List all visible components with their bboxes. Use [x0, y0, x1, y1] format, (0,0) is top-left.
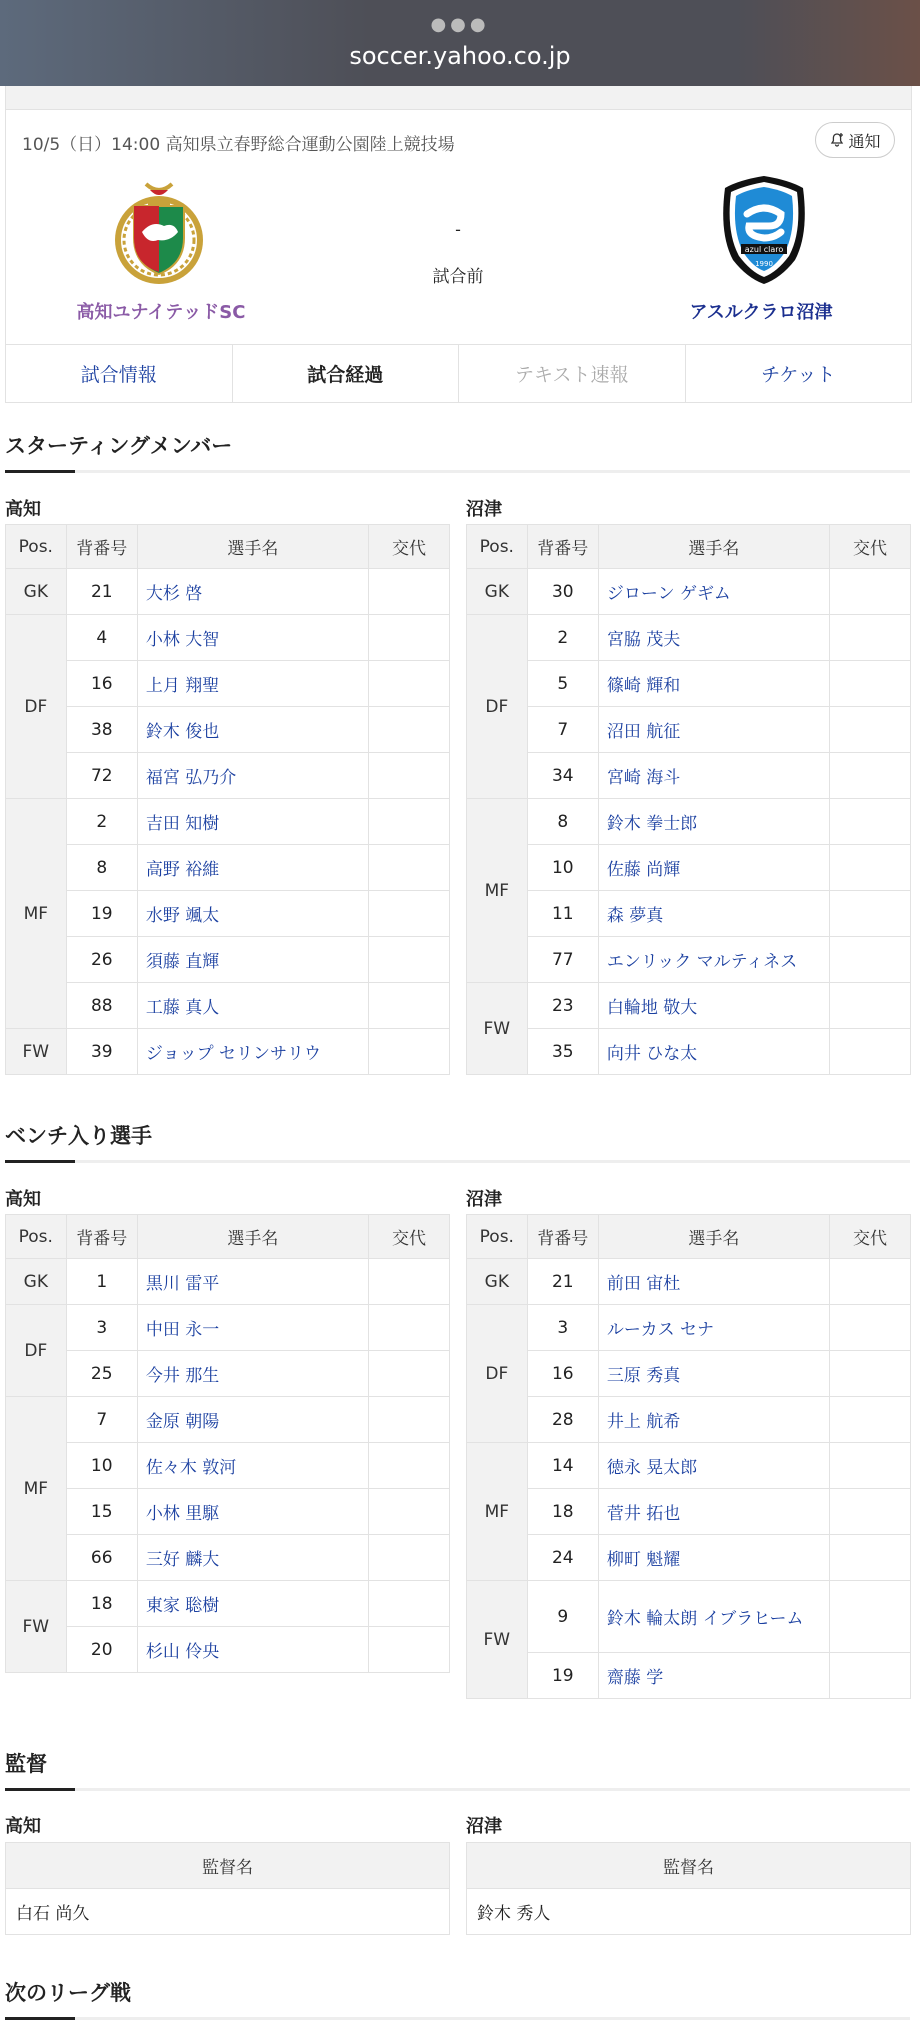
player-row: [6, 1627, 450, 1673]
player-row: [467, 1351, 911, 1397]
shirt-number-cell: 3: [527, 1305, 598, 1351]
player-name-link[interactable]: 高野 裕維: [137, 845, 368, 891]
player-name-link[interactable]: 小林 里駆: [137, 1489, 368, 1535]
position-cell: GK: [467, 1259, 528, 1305]
player-row: [6, 983, 450, 1029]
player-row: [467, 937, 911, 983]
substitution-cell: [368, 1443, 449, 1489]
shirt-number-cell: 7: [66, 1397, 137, 1443]
match-info: 10/5（日）14:00 高知県立春野総合運動公園陸上競技場: [22, 135, 455, 155]
player-name-link[interactable]: 金原 朝陽: [137, 1397, 368, 1443]
browser-menu-dots[interactable]: ●●●: [430, 14, 490, 35]
shirt-number-cell: 19: [527, 1653, 598, 1699]
substitution-cell: [829, 1653, 910, 1699]
position-cell: GK: [6, 569, 67, 615]
notify-button[interactable]: [815, 122, 895, 158]
player-row: [6, 615, 450, 661]
away-emblem-text: azul claro: [744, 245, 784, 254]
substitution-cell: [368, 891, 449, 937]
substitution-cell: [368, 707, 449, 753]
substitution-cell: [368, 753, 449, 799]
column-header-pos: Pos.: [6, 525, 67, 569]
away-team-name[interactable]: アスルクラロ沼津: [689, 302, 833, 323]
player-name-link[interactable]: 三原 秀真: [598, 1351, 829, 1397]
position-cell: MF: [6, 799, 67, 1029]
player-name-link[interactable]: 上月 翔聖: [137, 661, 368, 707]
substitution-cell: [829, 753, 910, 799]
shirt-number-cell: 24: [527, 1535, 598, 1581]
shirt-number-cell: 18: [527, 1489, 598, 1535]
player-row: [467, 661, 911, 707]
shirt-number-cell: 10: [527, 845, 598, 891]
substitution-cell: [368, 799, 449, 845]
column-header-sub: 交代: [829, 525, 910, 569]
player-row: [6, 937, 450, 983]
player-name-link[interactable]: 福宮 弘乃介: [137, 753, 368, 799]
tab-match-info[interactable]: 試合情報: [6, 345, 233, 402]
column-header-num: 背番号: [527, 1215, 598, 1259]
player-row: [467, 845, 911, 891]
substitution-cell: [368, 661, 449, 707]
tab-tickets[interactable]: チケット: [761, 364, 836, 386]
player-row: [6, 1443, 450, 1489]
shirt-number-cell: 39: [66, 1029, 137, 1075]
substitution-cell: [829, 1397, 910, 1443]
player-name-link[interactable]: 前田 宙杜: [598, 1259, 829, 1305]
player-name-link[interactable]: 沼田 航征: [598, 707, 829, 753]
bell-plus-icon: [829, 132, 845, 148]
section-divider: [5, 470, 910, 473]
bench-away-table: [466, 1214, 911, 1699]
shirt-number-cell: 9: [527, 1581, 598, 1653]
column-header-name: 選手名: [137, 525, 368, 569]
browser-url[interactable]: soccer.yahoo.co.jp: [349, 42, 571, 70]
substitution-cell: [829, 1259, 910, 1305]
home-team-name[interactable]: 高知ユナイテッドSC: [76, 302, 246, 323]
shirt-number-cell: 10: [66, 1443, 137, 1489]
player-row: [467, 707, 911, 753]
player-row: [6, 799, 450, 845]
player-name-link[interactable]: 小林 大智: [137, 615, 368, 661]
substitution-cell: [368, 1351, 449, 1397]
position-cell: FW: [6, 1029, 67, 1075]
player-row: [467, 983, 911, 1029]
player-row: [467, 615, 911, 661]
position-cell: FW: [467, 983, 528, 1075]
shirt-number-cell: 16: [66, 661, 137, 707]
player-name-link[interactable]: 鈴木 俊也: [137, 707, 368, 753]
player-name-link[interactable]: 鈴木 輪太朗 イブラヒーム: [598, 1581, 829, 1653]
manager-home-table: [5, 1842, 450, 1935]
match-status: 試合前: [432, 267, 484, 287]
shirt-number-cell: 11: [527, 891, 598, 937]
shirt-number-cell: 19: [66, 891, 137, 937]
player-row: [6, 891, 450, 937]
player-row: [6, 1489, 450, 1535]
manager-away-label: 沼津: [466, 1816, 502, 1837]
bench-home-table: [5, 1214, 450, 1673]
tab-text-live: テキスト速報: [459, 345, 686, 402]
shirt-number-cell: 7: [527, 707, 598, 753]
substitution-cell: [829, 937, 910, 983]
substitution-cell: [368, 1029, 449, 1075]
shirt-number-cell: 1: [66, 1259, 137, 1305]
position-cell: DF: [467, 615, 528, 799]
shirt-number-cell: 30: [527, 569, 598, 615]
player-name-link[interactable]: 佐々木 敦河: [137, 1443, 368, 1489]
column-header-sub: 交代: [368, 525, 449, 569]
player-row: [467, 1581, 911, 1653]
player-row: [467, 1489, 911, 1535]
player-row: [6, 707, 450, 753]
substitution-cell: [829, 615, 910, 661]
shirt-number-cell: 88: [66, 983, 137, 1029]
position-cell: FW: [467, 1581, 528, 1699]
manager-home-label: 高知: [5, 1816, 41, 1837]
shirt-number-cell: 8: [527, 799, 598, 845]
match-tabs: [6, 344, 911, 402]
substitution-cell: [368, 1581, 449, 1627]
player-name-link[interactable]: 宮脇 茂夫: [598, 615, 829, 661]
manager-header: 監督名: [6, 1843, 450, 1889]
player-row: [467, 799, 911, 845]
player-row: [467, 1535, 911, 1581]
shirt-number-cell: 2: [527, 615, 598, 661]
away-emblem-year: 1990: [755, 260, 773, 268]
player-row: [6, 1581, 450, 1627]
substitution-cell: [829, 1029, 910, 1075]
shirt-number-cell: 5: [527, 661, 598, 707]
player-name-link[interactable]: 宮崎 海斗: [598, 753, 829, 799]
browser-toolbar: [0, 0, 920, 86]
shirt-number-cell: 66: [66, 1535, 137, 1581]
player-row: [467, 1397, 911, 1443]
player-name-link[interactable]: 吉田 知樹: [137, 799, 368, 845]
substitution-cell: [368, 1535, 449, 1581]
column-header-name: 選手名: [137, 1215, 368, 1259]
column-header-num: 背番号: [527, 525, 598, 569]
substitution-cell: [829, 1535, 910, 1581]
substitution-cell: [829, 707, 910, 753]
substitution-cell: [368, 615, 449, 661]
player-row: [467, 569, 911, 615]
manager-name-away: 鈴木 秀人: [467, 1889, 911, 1935]
player-name-link[interactable]: 鈴木 拳士郎: [598, 799, 829, 845]
player-name-link[interactable]: 杉山 伶央: [137, 1627, 368, 1673]
player-name-link[interactable]: エンリック マルティネス: [598, 937, 829, 983]
substitution-cell: [368, 1489, 449, 1535]
player-name-link[interactable]: ジローン ゲギム: [598, 569, 829, 615]
shirt-number-cell: 3: [66, 1305, 137, 1351]
position-cell: DF: [6, 615, 67, 799]
player-name-link[interactable]: 工藤 真人: [137, 983, 368, 1029]
shirt-number-cell: 18: [66, 1581, 137, 1627]
player-row: [467, 1305, 911, 1351]
substitution-cell: [829, 1443, 910, 1489]
manager-away-table: [466, 1842, 911, 1935]
shirt-number-cell: 23: [527, 983, 598, 1029]
starting-home-table: [5, 524, 450, 1075]
player-name-link[interactable]: ジョップ セリンサリウ: [137, 1029, 368, 1075]
player-name-link[interactable]: 篠崎 輝和: [598, 661, 829, 707]
section-divider: [5, 2017, 910, 2020]
substitution-cell: [829, 1351, 910, 1397]
player-row: [6, 1535, 450, 1581]
starting-away-table: [466, 524, 911, 1075]
player-name-link[interactable]: 菅井 拓也: [598, 1489, 829, 1535]
substitution-cell: [829, 1581, 910, 1653]
match-card: [5, 86, 912, 403]
position-cell: GK: [6, 1259, 67, 1305]
player-name-link[interactable]: 齋藤 学: [598, 1653, 829, 1699]
player-row: [467, 891, 911, 937]
shirt-number-cell: 2: [66, 799, 137, 845]
next-league-title: 次のリーグ戦: [5, 1981, 131, 2005]
shirt-number-cell: 34: [527, 753, 598, 799]
position-cell: GK: [467, 569, 528, 615]
substitution-cell: [368, 1627, 449, 1673]
player-name-link[interactable]: 佐藤 尚輝: [598, 845, 829, 891]
bench-section-title: ベンチ入り選手: [5, 1124, 152, 1148]
player-name-link[interactable]: 今井 那生: [137, 1351, 368, 1397]
substitution-cell: [829, 661, 910, 707]
player-row: [6, 569, 450, 615]
section-divider: [5, 1788, 910, 1791]
substitution-cell: [829, 1305, 910, 1351]
player-name-link[interactable]: 黒川 雷平: [137, 1259, 368, 1305]
notify-label: 通知: [848, 131, 881, 151]
shirt-number-cell: 21: [527, 1259, 598, 1305]
substitution-cell: [829, 891, 910, 937]
player-row: [467, 753, 911, 799]
match-score: -: [455, 220, 461, 239]
substitution-cell: [368, 1397, 449, 1443]
player-row: [467, 1653, 911, 1699]
shirt-number-cell: 38: [66, 707, 137, 753]
player-row: [467, 1029, 911, 1075]
away-team-emblem[interactable]: [719, 174, 809, 286]
shirt-number-cell: 26: [66, 937, 137, 983]
position-cell: DF: [467, 1305, 528, 1443]
player-row: [6, 1305, 450, 1351]
section-divider: [5, 1160, 910, 1163]
player-name-link[interactable]: 東家 聡樹: [137, 1581, 368, 1627]
player-row: [6, 1259, 450, 1305]
card-header-stripe: [6, 86, 911, 110]
player-row: [6, 1029, 450, 1075]
bench-away-label: 沼津: [466, 1189, 502, 1210]
player-name-link[interactable]: 中田 永一: [137, 1305, 368, 1351]
column-header-pos: Pos.: [6, 1215, 67, 1259]
substitution-cell: [368, 845, 449, 891]
shirt-number-cell: 35: [527, 1029, 598, 1075]
manager-name-home: 白石 尚久: [6, 1889, 450, 1935]
substitution-cell: [829, 845, 910, 891]
substitution-cell: [368, 1305, 449, 1351]
starting-home-label: 高知: [5, 499, 41, 520]
substitution-cell: [368, 983, 449, 1029]
substitution-cell: [829, 1489, 910, 1535]
player-row: [467, 1443, 911, 1489]
player-row: [467, 1259, 911, 1305]
player-name-link[interactable]: 三好 麟大: [137, 1535, 368, 1581]
shirt-number-cell: 72: [66, 753, 137, 799]
position-cell: DF: [6, 1305, 67, 1397]
shirt-number-cell: 77: [527, 937, 598, 983]
column-header-num: 背番号: [66, 1215, 137, 1259]
starting-section-title: スターティングメンバー: [5, 434, 233, 458]
shirt-number-cell: 14: [527, 1443, 598, 1489]
shirt-number-cell: 25: [66, 1351, 137, 1397]
column-header-name: 選手名: [598, 1215, 829, 1259]
column-header-num: 背番号: [66, 525, 137, 569]
position-cell: MF: [6, 1397, 67, 1581]
shirt-number-cell: 21: [66, 569, 137, 615]
substitution-cell: [368, 937, 449, 983]
column-header-pos: Pos.: [467, 1215, 528, 1259]
manager-header: 監督名: [467, 1843, 911, 1889]
substitution-cell: [368, 569, 449, 615]
column-header-sub: 交代: [829, 1215, 910, 1259]
player-name-link[interactable]: 徳永 晃太郎: [598, 1443, 829, 1489]
player-name-link[interactable]: 柳町 魁耀: [598, 1535, 829, 1581]
player-row: [6, 1397, 450, 1443]
shirt-number-cell: 28: [527, 1397, 598, 1443]
player-row: [6, 661, 450, 707]
shirt-number-cell: 15: [66, 1489, 137, 1535]
shirt-number-cell: 8: [66, 845, 137, 891]
player-name-link[interactable]: 森 夢真: [598, 891, 829, 937]
column-header-name: 選手名: [598, 525, 829, 569]
shirt-number-cell: 20: [66, 1627, 137, 1673]
manager-section-title: 監督: [5, 1752, 47, 1776]
player-row: [6, 1351, 450, 1397]
shirt-number-cell: 4: [66, 615, 137, 661]
shirt-number-cell: 16: [527, 1351, 598, 1397]
column-header-sub: 交代: [368, 1215, 449, 1259]
substitution-cell: [829, 799, 910, 845]
tab-match-progress[interactable]: 試合経過: [233, 345, 460, 402]
player-row: [6, 753, 450, 799]
player-name-link[interactable]: 向井 ひな太: [598, 1029, 829, 1075]
position-cell: MF: [467, 1443, 528, 1581]
bench-home-label: 高知: [5, 1189, 41, 1210]
home-team-emblem[interactable]: [112, 176, 206, 288]
column-header-pos: Pos.: [467, 525, 528, 569]
player-name-link[interactable]: 水野 颯太: [137, 891, 368, 937]
substitution-cell: [829, 983, 910, 1029]
player-name-link[interactable]: 須藤 直輝: [137, 937, 368, 983]
position-cell: FW: [6, 1581, 67, 1673]
player-row: [6, 845, 450, 891]
substitution-cell: [368, 1259, 449, 1305]
substitution-cell: [829, 569, 910, 615]
player-name-link[interactable]: 大杉 啓: [137, 569, 368, 615]
player-name-link[interactable]: 井上 航希: [598, 1397, 829, 1443]
position-cell: MF: [467, 799, 528, 983]
starting-away-label: 沼津: [466, 499, 502, 520]
player-name-link[interactable]: ルーカス セナ: [598, 1305, 829, 1351]
player-name-link[interactable]: 白輪地 敬大: [598, 983, 829, 1029]
